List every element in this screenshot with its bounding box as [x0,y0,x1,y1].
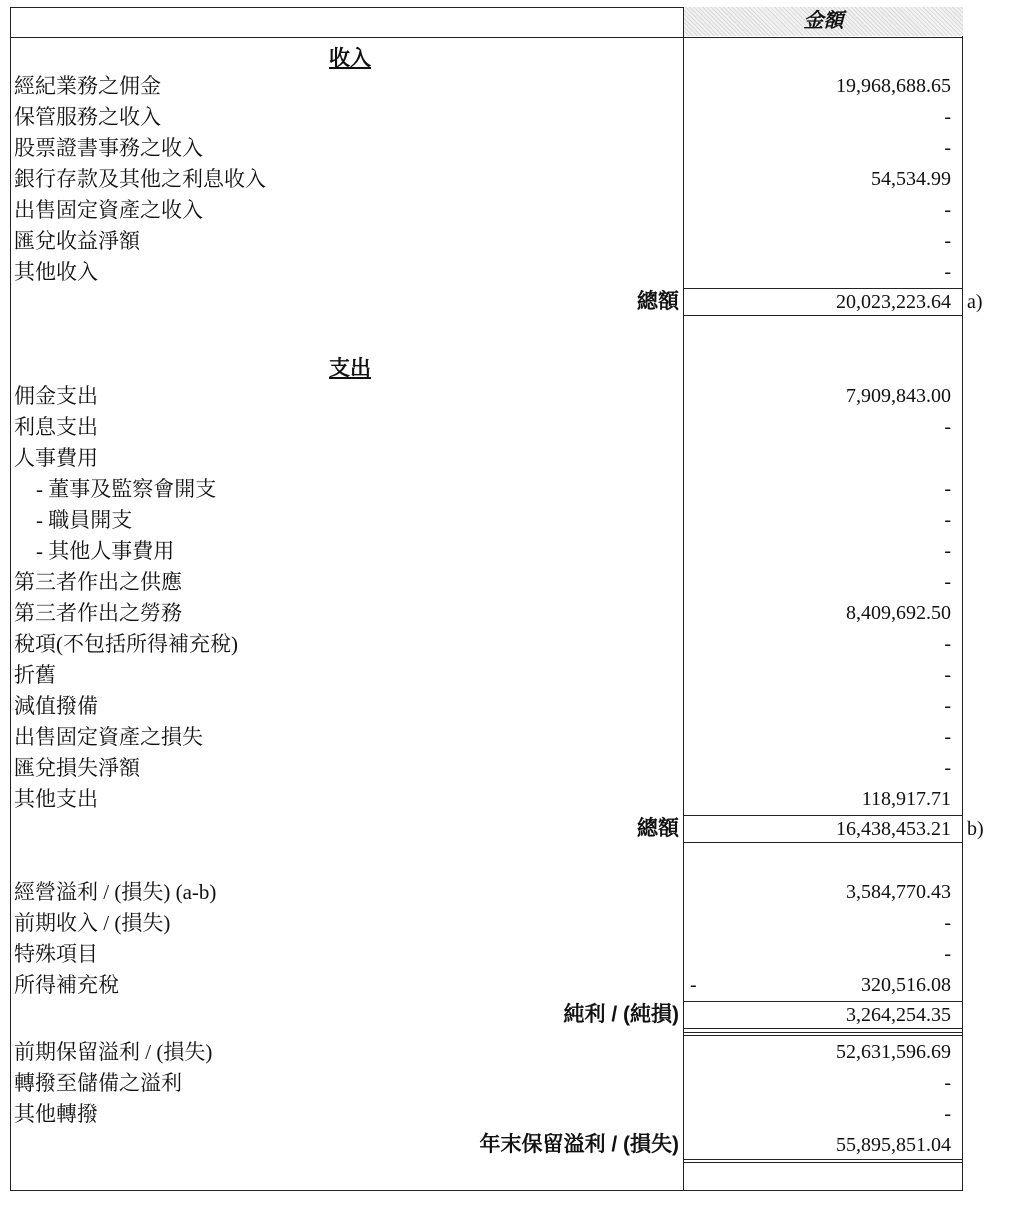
row-value: - [944,230,951,252]
row-value: 54,534.99 [871,168,951,190]
header-row [10,7,963,38]
row-label: 折舊 [14,663,56,687]
table-row [14,443,959,473]
row-value: - [944,416,951,438]
row-label: 所得補充稅 [14,973,119,997]
expense-total-note: b) [967,818,984,840]
table-row [14,102,959,132]
row-value: 8,409,692.50 [846,602,951,624]
net-profit-label: 純利 / (純損) [563,1003,679,1026]
income-total-row [14,287,959,317]
income-total-label: 總額 [637,290,679,313]
expense-total-value: 16,438,453.21 [836,818,951,840]
row-value: - [944,571,951,593]
table-row [14,908,959,938]
row-value: - [944,664,951,686]
amount-column-header: 金額 [684,7,963,36]
row-label: 稅項(不包括所得補充稅) [14,632,238,656]
row-label: 匯兌收益淨額 [14,229,140,253]
table-row [14,381,959,411]
final-retained-value: 55,895,851.04 [836,1134,951,1156]
table-row [14,195,959,225]
row-label: 第三者作出之供應 [14,570,182,594]
row-value: - [944,695,951,717]
row-value: 7,909,843.00 [846,385,951,407]
row-label: 利息支出 [14,415,98,439]
table-row [14,505,959,535]
row-value: - [944,1103,951,1125]
row-label: 銀行存款及其他之利息收入 [14,167,266,191]
table-row [14,133,959,163]
row-value: 118,917.71 [861,788,951,810]
table-row [14,1099,959,1129]
row-label: 特殊項目 [14,942,98,966]
row-label: 減值撥備 [14,694,98,718]
row-label: 保管服務之收入 [14,105,161,129]
table-row [14,598,959,628]
table-row [14,784,959,814]
row-value: 320,516.08 [861,974,951,996]
row-value: 52,631,596.69 [836,1041,951,1063]
table-row [14,691,959,721]
table-row [14,939,959,969]
double-underline [683,1032,963,1036]
table-row [14,226,959,256]
row-value: - [944,633,951,655]
final-double-underline [683,1159,963,1163]
row-value: - [944,912,951,934]
row-value: - [944,199,951,221]
row-value: - [944,137,951,159]
row-label: 轉撥至儲備之溢利 [14,1071,182,1095]
net-profit-value: 3,264,254.35 [846,1004,951,1026]
row-label: 前期保留溢利 / (損失) [14,1040,213,1064]
income-section-title: 收入 [329,47,371,70]
row-value: - [944,757,951,779]
income-total-value: 20,023,223.64 [836,291,951,313]
row-value: 3,584,770.43 [846,881,951,903]
table-row [14,164,959,194]
expense-total-row [14,814,959,844]
net-profit-row [14,1000,959,1030]
table-row [14,412,959,442]
expense-total-label: 總額 [637,817,679,840]
row-value: - [944,509,951,531]
table-row [14,567,959,597]
table-row [14,257,959,287]
table-row [14,1037,959,1067]
table-row [14,629,959,659]
row-label: 匯兌損失淨額 [14,756,140,780]
row-label: - 董事及監察會開支 [36,477,217,501]
table-row [14,970,959,1000]
row-value: 19,968,688.65 [836,75,951,97]
table-row [14,660,959,690]
table-row [14,877,959,907]
row-value: - [944,726,951,748]
row-label: 人事費用 [14,446,98,470]
row-label: 第三者作出之勞務 [14,601,182,625]
table-row [14,536,959,566]
row-label: 經紀業務之佣金 [14,74,161,98]
table-row [14,722,959,752]
final-retained-row [14,1130,959,1160]
table-row [14,71,959,101]
row-value: - [944,1072,951,1094]
row-value: - [944,943,951,965]
row-label: 股票證書事務之收入 [14,136,203,160]
table-row [14,753,959,783]
row-label: 前期收入 / (損失) [14,911,171,935]
row-value: - [944,478,951,500]
row-value: - [944,540,951,562]
table-row [14,1068,959,1098]
row-label: 出售固定資產之收入 [14,198,203,222]
negative-sign: - [690,974,697,996]
row-label: 經營溢利 / (損失) (a-b) [14,880,217,904]
row-label: 其他收入 [14,260,98,284]
row-label: 其他支出 [14,787,98,811]
row-label: 佣金支出 [14,384,98,408]
row-value: - [944,261,951,283]
row-value: - [944,106,951,128]
row-label: 出售固定資產之損失 [14,725,203,749]
table-row [14,474,959,504]
row-label: - 職員開支 [36,508,133,532]
income-total-note: a) [967,291,983,313]
row-label: - 其他人事費用 [36,539,175,563]
final-retained-label: 年末保留溢利 / (損失) [479,1133,679,1156]
row-label: 其他轉撥 [14,1102,98,1126]
expense-section-title: 支出 [329,357,371,380]
